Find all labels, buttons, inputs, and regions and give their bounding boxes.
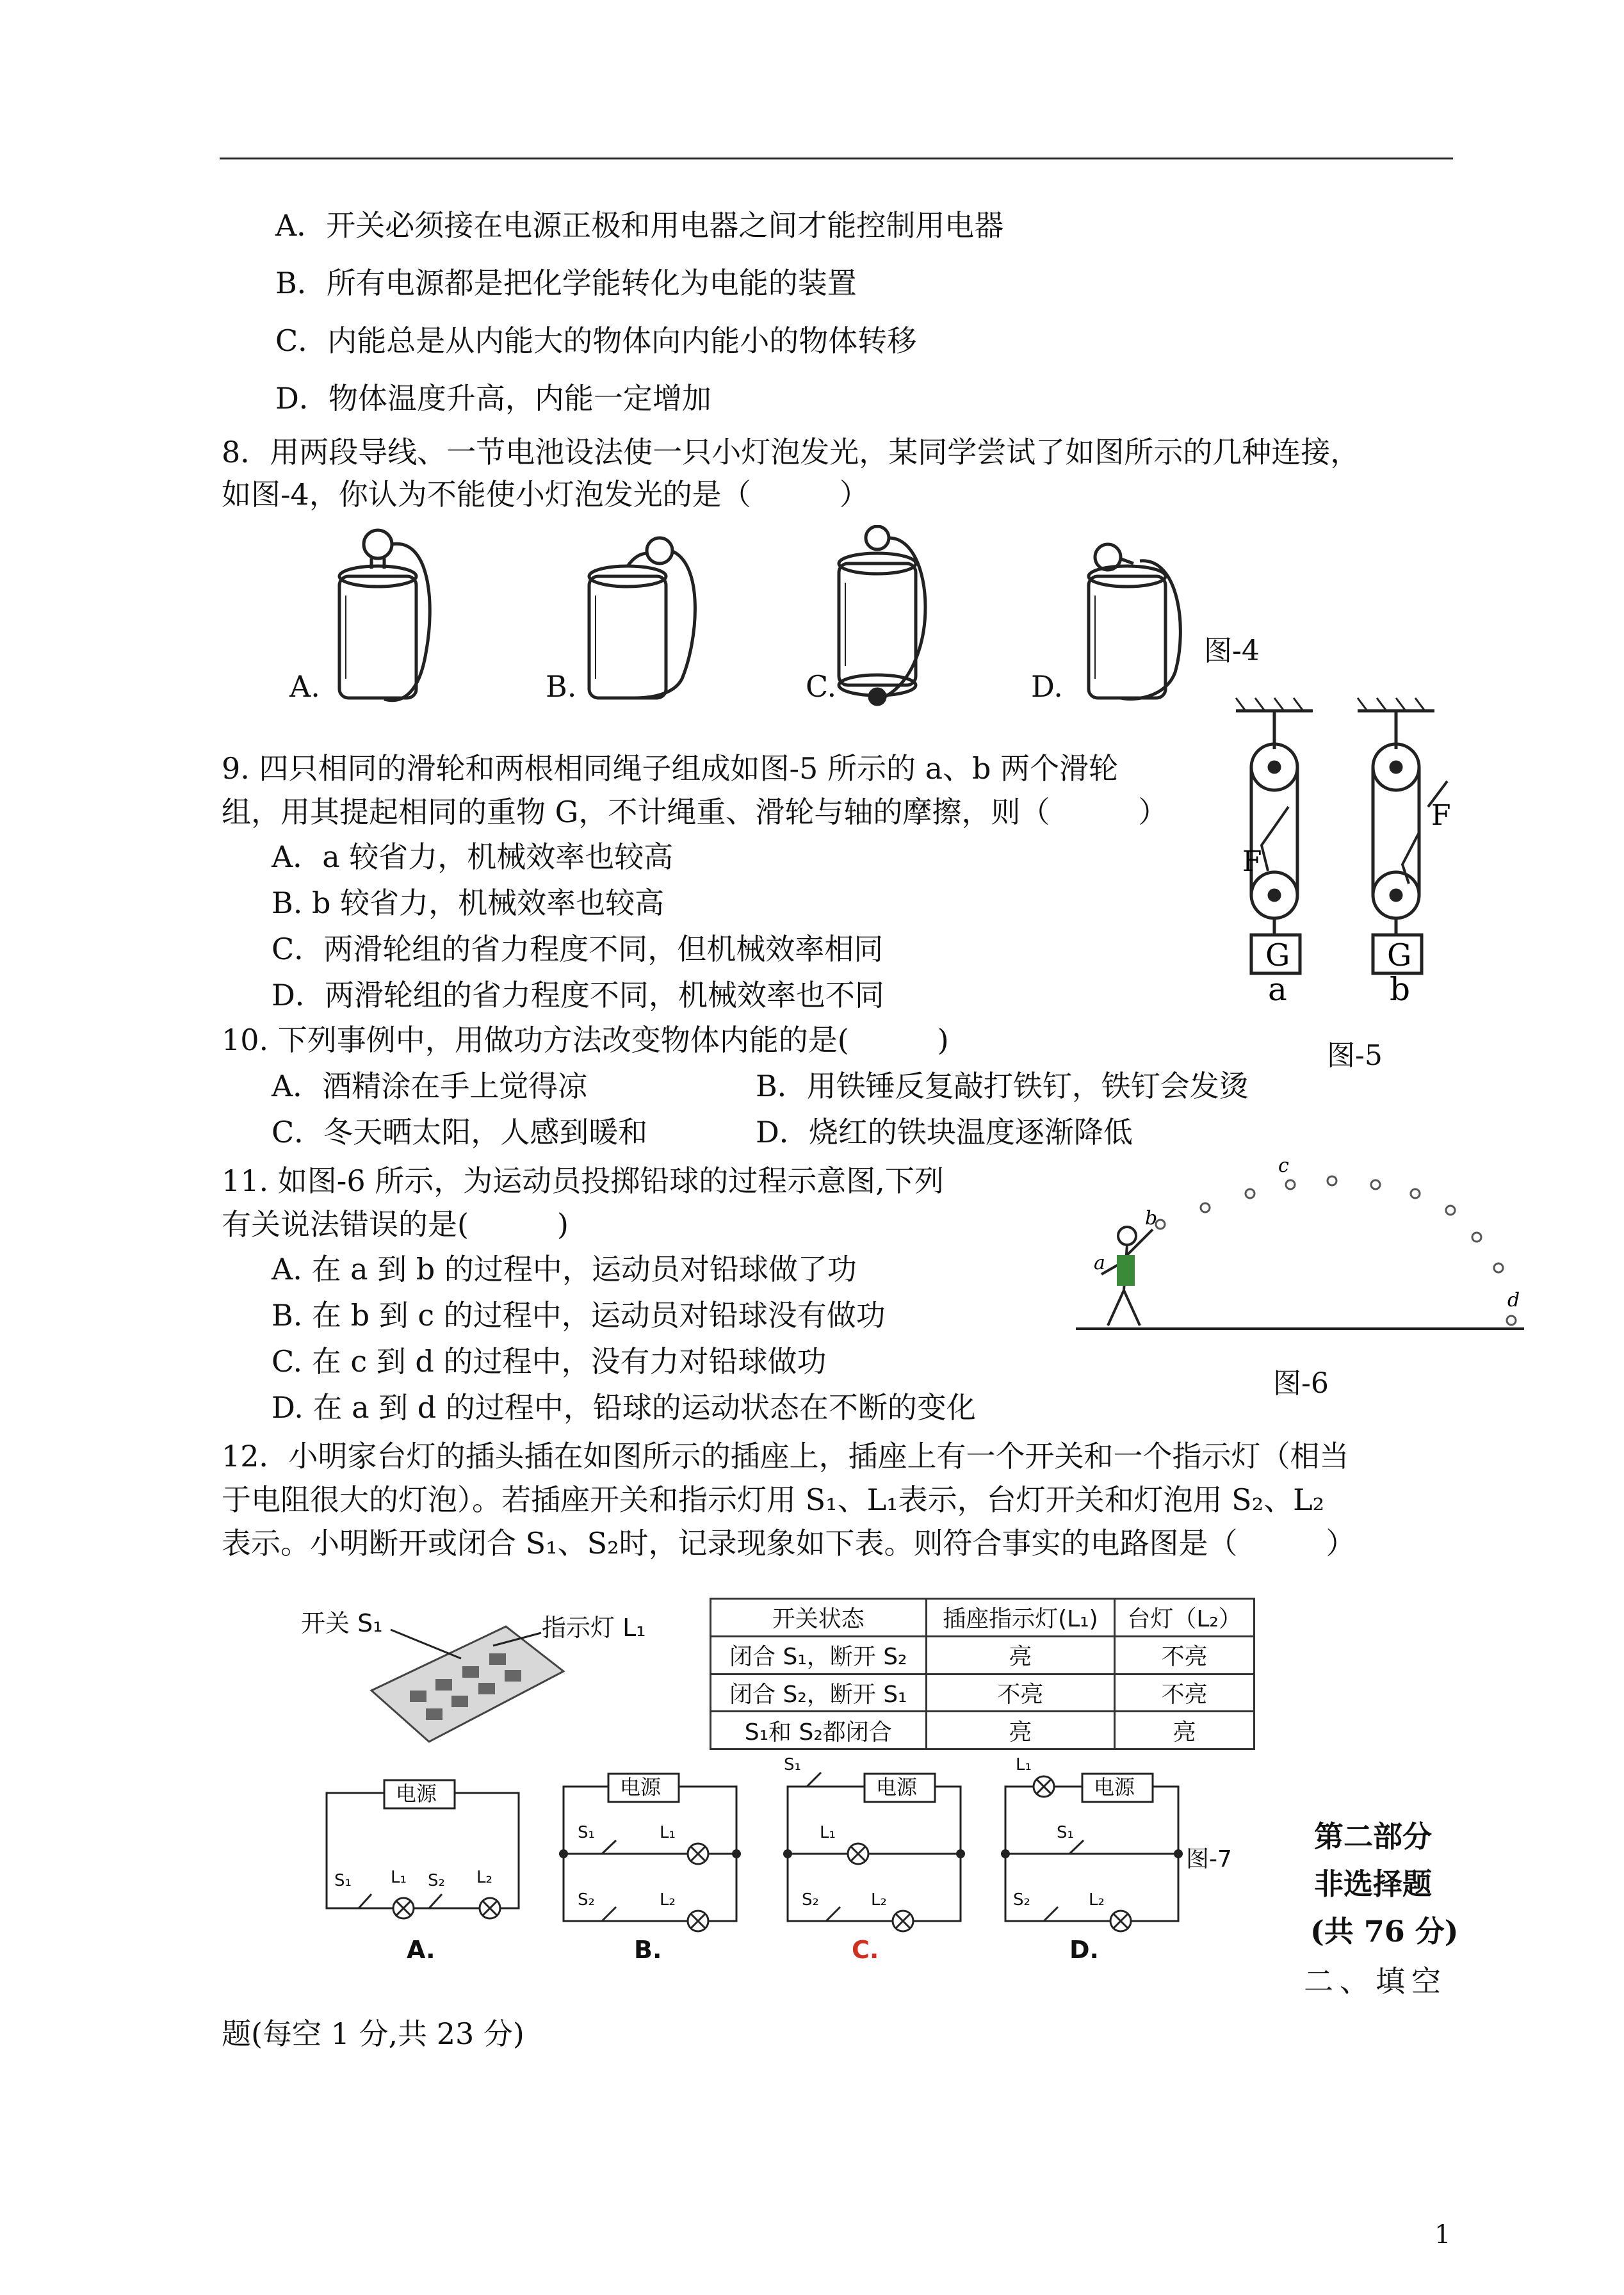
table-row	[711, 1712, 1255, 1749]
circuit-option-c: C.	[852, 1936, 879, 1964]
table-cell: 亮	[1115, 1712, 1255, 1749]
q9-stem-line2: 组，用其提起相同的重物 G，不计绳重、滑轮与轴的摩擦，则（ ）	[222, 795, 1168, 829]
q11-stem-line2: 有关说法错误的是( )	[222, 1207, 569, 1242]
table-cell: 亮	[926, 1636, 1115, 1674]
trajectory-points	[1156, 1176, 1516, 1325]
q7-option-d: D．物体温度升高，内能一定增加	[275, 381, 711, 416]
q9-option-b: B. b 较省力，机械效率也较高	[272, 886, 665, 920]
weight-label-b: G	[1387, 937, 1412, 973]
figure-7-caption: 图-7	[1186, 1846, 1232, 1872]
battery-bulb-figure	[288, 525, 1281, 711]
circuit-d-s1: S₁	[1057, 1823, 1074, 1842]
figure-4-caption: 图-4	[1204, 635, 1260, 667]
circuit-a-s2: S₂	[428, 1871, 445, 1890]
shot-put-figure	[1063, 1153, 1537, 1338]
switch-state-table	[710, 1598, 1255, 1750]
q7-option-a: A．开关必须接在电源正极和用电器之间才能控制用电器	[275, 208, 1004, 243]
point-b-label: b	[1145, 1207, 1158, 1229]
table-header-row	[711, 1599, 1255, 1637]
circuit-a-s1: S₁	[334, 1871, 352, 1890]
q10-stem: 10. 下列事例中，用做功方法改变物体内能的是( )	[222, 1023, 949, 1057]
q9-option-d: D．两滑轮组的省力程度不同，机械效率也不同	[272, 978, 884, 1012]
circuit-option-b: B.	[634, 1936, 662, 1964]
header-rule	[220, 158, 1453, 159]
circuit-c-l2: L₂	[871, 1890, 887, 1910]
q10-option-c: C．冬天晒太阳，人感到暖和	[272, 1115, 648, 1149]
athlete-shirt	[1117, 1255, 1135, 1286]
pulley-figure	[1217, 692, 1466, 1012]
power-c: 电源	[876, 1775, 918, 1799]
circuit-b-l2: L₂	[660, 1890, 676, 1910]
circuit-diagrams	[320, 1755, 1281, 1972]
q8-stem-line1: 8．用两段导线、一节电池设法使一只小灯泡发光，某同学尝试了如图所示的几种连接，	[222, 435, 1360, 469]
q12-stem-line1: 12．小明家台灯的插头插在如图所示的插座上，插座上有一个开关和一个指示灯（相当	[222, 1439, 1349, 1473]
table-header: 开关状态	[711, 1599, 927, 1637]
circuit-b-l1: L₁	[660, 1823, 676, 1842]
force-label-a: F	[1242, 845, 1262, 878]
q9-option-c: C．两滑轮组的省力程度不同，但机械效率相同	[272, 932, 884, 966]
pulley-a-label: a	[1268, 971, 1287, 1008]
circuit-a-l1: L₁	[391, 1868, 407, 1887]
section-heading-cont: 题(每空 1 分,共 23 分)	[222, 2016, 524, 2051]
circuit-c-s1: S₁	[784, 1755, 801, 1774]
figure-6-caption: 图-6	[1273, 1367, 1329, 1400]
part2-title: 第二部分	[1314, 1819, 1432, 1854]
q9-stem-line1: 9. 四只相同的滑轮和两根相同绳子组成如图-5 所示的 a、b 两个滑轮	[222, 751, 1119, 786]
page-number: 1	[1434, 2220, 1451, 2250]
pulley-b-label: b	[1390, 971, 1411, 1008]
q12-stem-line3: 表示。小明断开或闭合 S₁、S₂时，记录现象如下表。则符合事实的电路图是（ ）	[222, 1526, 1356, 1561]
q8-stem-line2: 如图-4，你认为不能使小灯泡发光的是（ ）	[222, 477, 869, 512]
part2-subtitle: 非选择题	[1314, 1867, 1432, 1901]
circuit-d-l2: L₂	[1089, 1890, 1105, 1910]
q10-option-b: B．用铁锤反复敲打铁钉，铁钉会发烫	[756, 1069, 1249, 1103]
power-d: 电源	[1094, 1775, 1135, 1799]
q11-option-d: D. 在 a 到 d 的过程中，铅球的运动状态在不断的变化	[272, 1390, 976, 1425]
point-a-label: a	[1094, 1252, 1105, 1274]
q12-stem-line2: 于电阻很大的灯泡）。若插座开关和指示灯用 S₁、L₁表示，台灯开关和灯泡用 S₂、L₂	[222, 1482, 1325, 1517]
q11-option-b: B. 在 b 到 c 的过程中，运动员对铅球没有做功	[272, 1298, 886, 1333]
circuit-a-l2: L₂	[476, 1868, 492, 1887]
table-cell: 不亮	[1115, 1636, 1255, 1674]
q8-label-c: C.	[806, 669, 837, 704]
table-cell: 不亮	[926, 1674, 1115, 1712]
table-cell: 闭合 S₂，断开 S₁	[711, 1674, 927, 1712]
switch-s1-label: 开关 S₁	[301, 1609, 383, 1637]
q9-option-a: A．a 较省力，机械效率也较高	[272, 839, 674, 874]
table-row	[711, 1636, 1255, 1674]
circuit-d-s2: S₂	[1013, 1890, 1030, 1910]
circuit-d-l1: L₁	[1016, 1755, 1032, 1774]
circuit-c-l1: L₁	[820, 1823, 836, 1842]
point-c-label: c	[1278, 1155, 1289, 1177]
power-b: 电源	[620, 1775, 662, 1799]
q8-label-d: D.	[1031, 669, 1063, 704]
circuit-b-s1: S₁	[578, 1823, 595, 1842]
circuit-option-a: A.	[407, 1936, 435, 1964]
q7-option-c: C．内能总是从内能大的物体向内能小的物体转移	[275, 323, 917, 358]
power-a: 电源	[396, 1781, 437, 1806]
part2-score: (共 76 分)	[1310, 1914, 1459, 1949]
q11-option-a: A. 在 a 到 b 的过程中，运动员对铅球做了功	[272, 1252, 857, 1286]
point-d-label: d	[1507, 1289, 1520, 1311]
table-cell: 亮	[926, 1712, 1115, 1749]
table-cell: S₁和 S₂都闭合	[711, 1712, 927, 1749]
weight-label-a: G	[1265, 937, 1290, 973]
q8-label-b: B.	[546, 669, 577, 704]
indicator-l1-label: 指示灯 L₁	[542, 1614, 646, 1642]
table-cell: 闭合 S₁，断开 S₂	[711, 1636, 927, 1674]
q8-label-a: A.	[289, 669, 320, 704]
circuit-b-s2: S₂	[578, 1890, 595, 1910]
q7-option-b: B．所有电源都是把化学能转化为电能的装置	[275, 266, 857, 300]
table-row	[711, 1674, 1255, 1712]
q10-option-d: D．烧红的铁块温度逐渐降低	[756, 1115, 1133, 1149]
table-header: 台灯（L₂）	[1115, 1599, 1255, 1637]
section-heading: 二、填空	[1304, 1964, 1447, 1999]
circuit-c-s2: S₂	[802, 1890, 819, 1910]
table-cell: 不亮	[1115, 1674, 1255, 1712]
battery-d	[1089, 544, 1180, 699]
q11-stem-line1: 11. 如图-6 所示，为运动员投掷铅球的过程示意图,下列	[222, 1164, 944, 1198]
battery-b	[589, 538, 695, 698]
battery-a	[339, 530, 430, 701]
q11-option-c: C. 在 c 到 d 的过程中，没有力对铅球做功	[272, 1344, 827, 1379]
battery-c	[839, 526, 925, 704]
figure-5-caption: 图-5	[1327, 1039, 1383, 1072]
circuit-option-d: D.	[1069, 1936, 1099, 1964]
force-label-b: F	[1431, 799, 1451, 832]
q10-option-a: A．酒精涂在手上觉得凉	[272, 1069, 588, 1103]
table-header: 插座指示灯(L₁)	[926, 1599, 1115, 1637]
